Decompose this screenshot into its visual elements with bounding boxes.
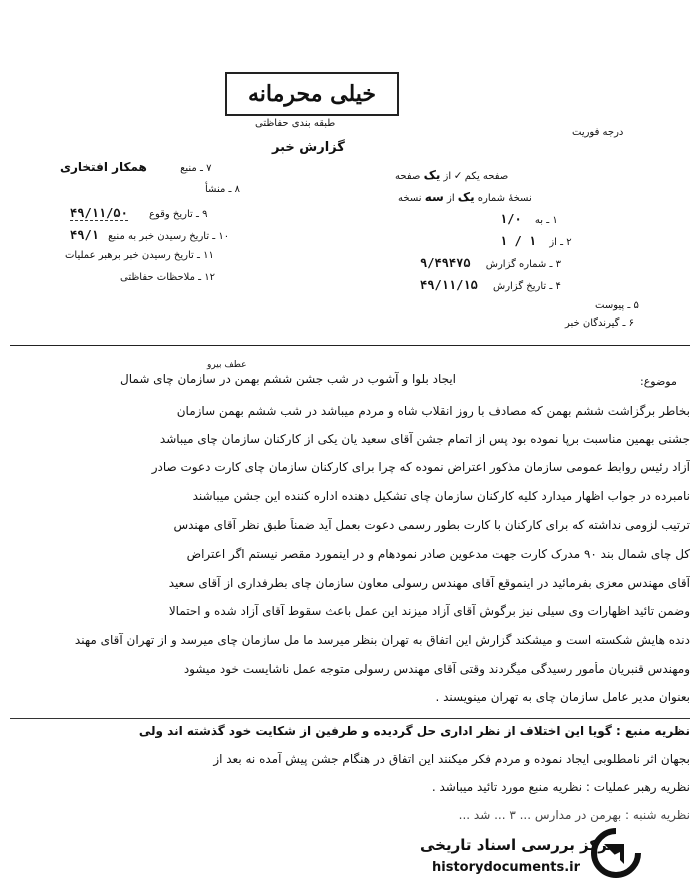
attachment-label: ۵ ـ پیوست — [595, 300, 639, 311]
page-of-label: از — [443, 171, 452, 182]
copy-unit: نسخه — [398, 193, 422, 204]
attachment-field — [595, 300, 639, 311]
page-unit: صفحه — [395, 171, 421, 182]
ops-date-field — [65, 250, 214, 261]
copy-label: نسخهٔ شماره — [477, 193, 532, 204]
body-line: وضمن تائید اظهارات وی سیلی نیز برگوش آقای آزاد میزند این عمل باعث سقوط آقای آزاد شده و احتمالا — [168, 604, 690, 618]
body-line: جشنی بهمین مناسبت برپا نموده بود پس از اتمام جشن آقای سعید یان یکی از کارکنان سازمان چای میباشد — [159, 432, 690, 446]
to-label: ۱ ـ به — [534, 215, 558, 226]
ops-date-label: ۱۱ ـ تاریخ رسیدن خبر برهبر عملیات — [65, 250, 214, 261]
urgency-label: درجه فوریت — [572, 127, 624, 138]
source-value: همکار افتخاری — [60, 160, 147, 174]
report-date-field — [420, 278, 561, 292]
source-label: ۷ ـ منبع — [180, 163, 212, 174]
report-number-field — [420, 256, 561, 270]
classification-label: طبقه بندی حفاظتی — [255, 118, 336, 129]
body-line: نامبرده در جواب اظهار میدارد کلیه کارکنان سازمان چای تشکیل دهنده اداره کننده این جشن میباشند — [192, 489, 690, 503]
report-date-value: ۴۹/۱۱/۱۵ — [420, 278, 478, 292]
classification-stamp-text: خیلی محرمانه — [247, 81, 377, 107]
origin-label: ۸ ـ منشأ — [205, 184, 241, 195]
body-line: کل چای شمال بند ۹۰ مدرک کارت جهت مدعوین صادر نمودهام و در اینمورد مقصر نیستم اگر اعتراض — [186, 547, 690, 561]
source-opinion-line: نظریه منبع : گویا این اختلاف از نظر اداری حل گردیده و طرفین از شکایت خود گذشته اند ولی — [138, 724, 690, 738]
page-number-field — [395, 168, 508, 182]
header-divider — [10, 345, 690, 346]
copy-of-value: سه — [424, 190, 444, 204]
copy-value: یک — [457, 190, 475, 204]
from-field — [500, 234, 572, 248]
to-value: ۱/۰ — [500, 212, 522, 226]
subject-label: موضوع: — [640, 375, 677, 388]
faded-opinion-line: نظریه شنبه : بهرمن در مدارس ... ۳ ... شد ... — [458, 808, 690, 822]
from-label: ۲ ـ از — [549, 237, 572, 248]
event-date-label: ۹ ـ تاریخ وقوع — [148, 209, 208, 220]
source-field — [60, 160, 211, 174]
body-line: آزاد رئیس روابط عمومی سازمان مذکور اعتراض نموده که چرا برای کارکنان سازمان چای کارت دعوت صادر — [151, 460, 690, 474]
subject-text: ایجاد بلوا و آشوب در شب جشن ششم بهمن در سازمان چای شمال — [120, 372, 457, 386]
document-title: گزارش خبر — [272, 140, 345, 155]
received-date-label: ۱۰ ـ تاریخ رسیدن خبر به منبع — [108, 231, 230, 242]
body-divider — [10, 718, 690, 719]
ops-opinion-line: نظریه رهبر عملیات : نظریه منبع مورد تائید میباشد . — [431, 780, 690, 794]
page-label: صفحه یکم — [464, 171, 509, 182]
copy-number-field — [398, 190, 532, 204]
event-date-value: ۴۹/۱۱/۵۰ — [70, 206, 128, 220]
page-of-value: یک — [423, 168, 441, 182]
report-date-label: ۴ ـ تاریخ گزارش — [492, 281, 561, 292]
from-value: ۱ / ۱ — [500, 234, 537, 248]
security-notes-field — [120, 272, 215, 283]
received-date-value: ۴۹/۱ — [70, 228, 99, 242]
copy-of-label: از — [446, 193, 455, 204]
source-opinion-line: بجهان اثر نامطلوبی ایجاد نموده و مردم فکر میکنند این اتفاق در هنگام جشن پیش آمده نه بعد از — [213, 752, 690, 766]
classification-stamp — [225, 72, 399, 116]
body-line: دنده هایش شکسته است و میشکند گزارش این اتفاق به تهران بنظر میرسد ما مل سازمان چای میرسد و از تهران آقای مهند — [74, 633, 690, 647]
recipients-label: ۶ ـ گیرندگان خبر — [565, 318, 635, 329]
event-date-field — [70, 206, 207, 220]
body-line: بخاطر برگزاشت ششم بهمن که مصادف با روز انقلاب شاه و مردم میباشد در شب ششم بهمن سازمان — [176, 404, 690, 418]
margin-note: عطف بیرو — [207, 360, 247, 370]
report-number-label: ۳ ـ شماره گزارش — [485, 259, 561, 270]
archive-name: مرکز بررسی اسناد تاریخی — [420, 836, 617, 854]
body-line: بعنوان مدیر عامل سازمان چای به تهران مینویسند . — [435, 690, 690, 704]
security-notes-label: ۱۲ ـ ملاحظات حفاظتی — [120, 272, 215, 283]
page-value-mark: ✓ — [454, 168, 462, 182]
archive-url: historydocuments.ir — [432, 860, 581, 875]
to-field — [500, 212, 558, 226]
recipients-field — [565, 318, 634, 329]
body-line: آقای مهندس معزی بفرمائید در اینموقع آقای مهندس رسولی معاون سازمان چای بطرفداری از آقای سعید — [168, 576, 690, 590]
body-line: ومهندس قنبریان مأمور رسیدگی میگردند وقتی آقای مهندس رسولی متوجه عمل ناشایست خود میشود — [183, 662, 690, 676]
origin-field — [205, 184, 240, 195]
received-date-field — [70, 228, 229, 242]
report-number-value: ۹/۴۹۴۷۵ — [420, 256, 471, 270]
body-line: ترتیب لزومی نداشته که برای کارکنان با کارت بطور رسمی دعوت بعمل آید ضمناً طبق نظر آقای مهندس — [173, 518, 690, 532]
